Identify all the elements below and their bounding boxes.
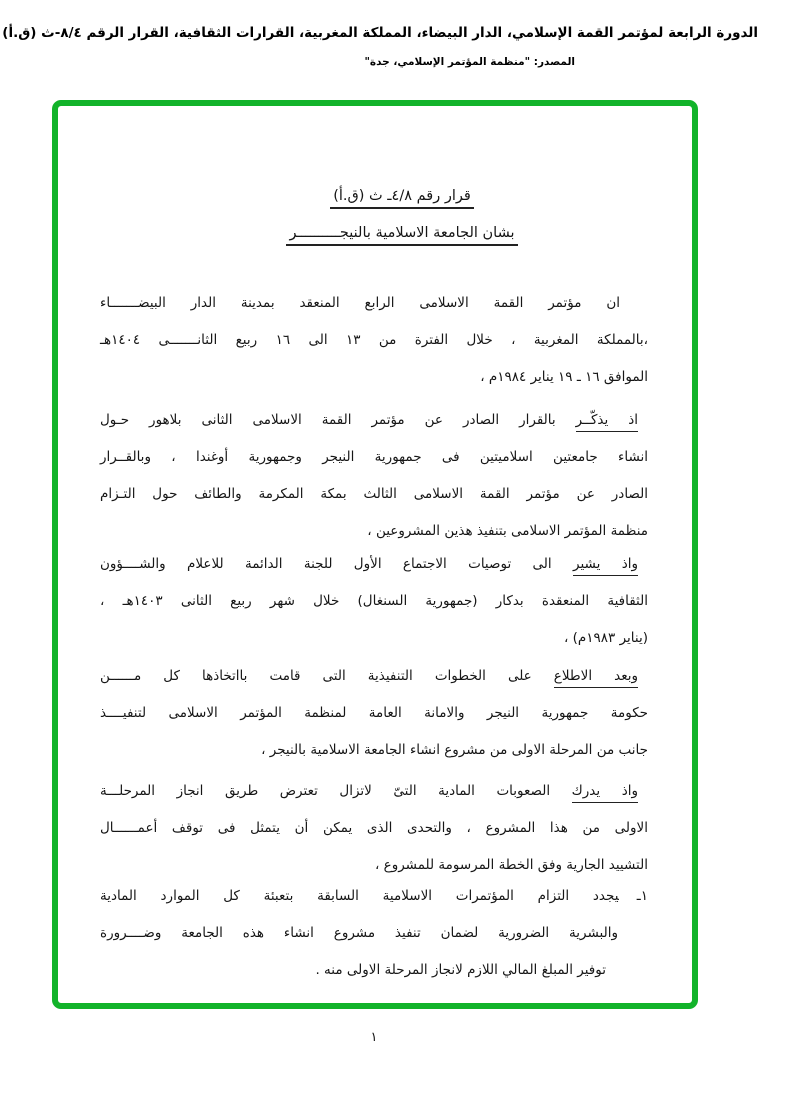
header-citation-line: الدورة الرابعة لمؤتمر القمة الإسلامي، الدار البيضاء، المملكة المغربية، القرارات الثقافية، القرار الرقم ٨/٤-ث (ق.أ) xyxy=(2,25,758,41)
lead-phrase: وبعد الاطلاع xyxy=(554,668,638,688)
paragraph-resolution-item-1 xyxy=(100,878,648,989)
text-line: الثقافية المنعقدة بدكار (جمهورية السنغال) خلال شهر ربيع الثانى ١٤٠٣هـ ، xyxy=(100,593,648,609)
lead-rest: الى توصيات الاجتماع الأول للجنة الدائمة للاعلام والشــــؤون xyxy=(100,556,552,572)
paragraph-aware xyxy=(100,773,648,884)
title-text-1: قرار رقم ٤/٨ـ ث (ق.أ) xyxy=(330,188,474,209)
text-line xyxy=(100,402,648,439)
text-line: الصادر عن مؤتمر القمة الاسلامى الثالث بمكة المكرمة والطائف حول التـزام xyxy=(100,486,648,502)
text-line: والبشرية الضرورية لضمان تنفيذ مشروع انشاء هذه الجامعة وضــــرورة xyxy=(100,925,618,941)
paragraph-preamble xyxy=(100,285,648,396)
text-line: الموافق ١٦ ـ ١٩ يناير ١٩٨٤م ، xyxy=(480,369,648,385)
lead-rest: بالقرار الصادر عن مؤتمر القمة الاسلامى الثانى بلاهور حـول xyxy=(100,412,556,428)
title-line-1 xyxy=(128,178,676,215)
paragraph-having-reviewed xyxy=(100,658,648,769)
lead-rest: على الخطوات التنفيذية التى قامت بااتخاذها كل مــــــن xyxy=(100,668,532,684)
lead-rest: يجدد التزام المؤتمرات الاسلامية السابقة بتعبئة كل الموارد المادية xyxy=(100,888,619,904)
text-line: الاولى من هذا المشروع ، والتحدى الذى يمكن أن يتمثل فى توقف أعمــــــال xyxy=(100,820,648,836)
item-number: ١ـ xyxy=(636,888,648,904)
text-line xyxy=(100,773,648,810)
text-line: منظمة المؤتمر الاسلامى بتنفيذ هذين المشروعين ، xyxy=(367,523,648,539)
page-number: ١ xyxy=(370,1030,378,1045)
text-line: التشييد الجارية وفق الخطة المرسومة للمشروع ، xyxy=(375,857,648,873)
text-line: توفير المبلغ المالي اللازم لانجاز المرحلة الاولى منه . xyxy=(315,962,606,978)
text-line: انشاء جامعتين اسلاميتين فى جمهورية النيجر وجمهورية أوغندا ، وبالقــرار xyxy=(100,449,648,465)
text-line: ،بالمملكة المغربية ، خلال الفترة من ١٣ الى ١٦ ربيع الثانـــــــى ١٤٠٤هـ xyxy=(100,332,649,348)
text-line xyxy=(100,658,648,695)
text-line: ان مؤتمر القمة الاسلامى الرابع المنعقد بمدينة الدار البيضـــــــاء xyxy=(100,295,620,311)
text-line: جانب من المرحلة الاولى من مشروع انشاء الجامعة الاسلامية بالنيجر ، xyxy=(261,742,648,758)
text-line xyxy=(100,546,648,583)
text-line xyxy=(100,878,648,915)
lead-phrase: اذ يذكّــر xyxy=(576,412,638,432)
text-line: حكومة جمهورية النيجر والامانة العامة لمنظمة المؤتمر الاسلامى لتنفيــــذ xyxy=(100,705,648,721)
paragraph-recalling xyxy=(100,402,648,550)
header-source-line: المصدر: "منظمة المؤتمر الإسلامي، جدة" xyxy=(364,56,575,68)
text-line: (يناير ١٩٨٣م) ، xyxy=(563,630,648,646)
lead-phrase: واذ يشير xyxy=(573,556,638,576)
title-line-2 xyxy=(128,215,676,252)
scan-highlight-frame xyxy=(52,100,698,1009)
lead-rest: الصعوبات المادية التىّ لاتزال تعترض طريق انجاز المرحلـــة xyxy=(100,783,551,799)
document-title xyxy=(128,178,676,252)
lead-phrase: واذ يدرك xyxy=(572,783,638,803)
paragraph-referring xyxy=(100,546,648,657)
title-text-2: بشان الجامعة الاسلامية بالنيجــــــــــر xyxy=(286,225,517,246)
